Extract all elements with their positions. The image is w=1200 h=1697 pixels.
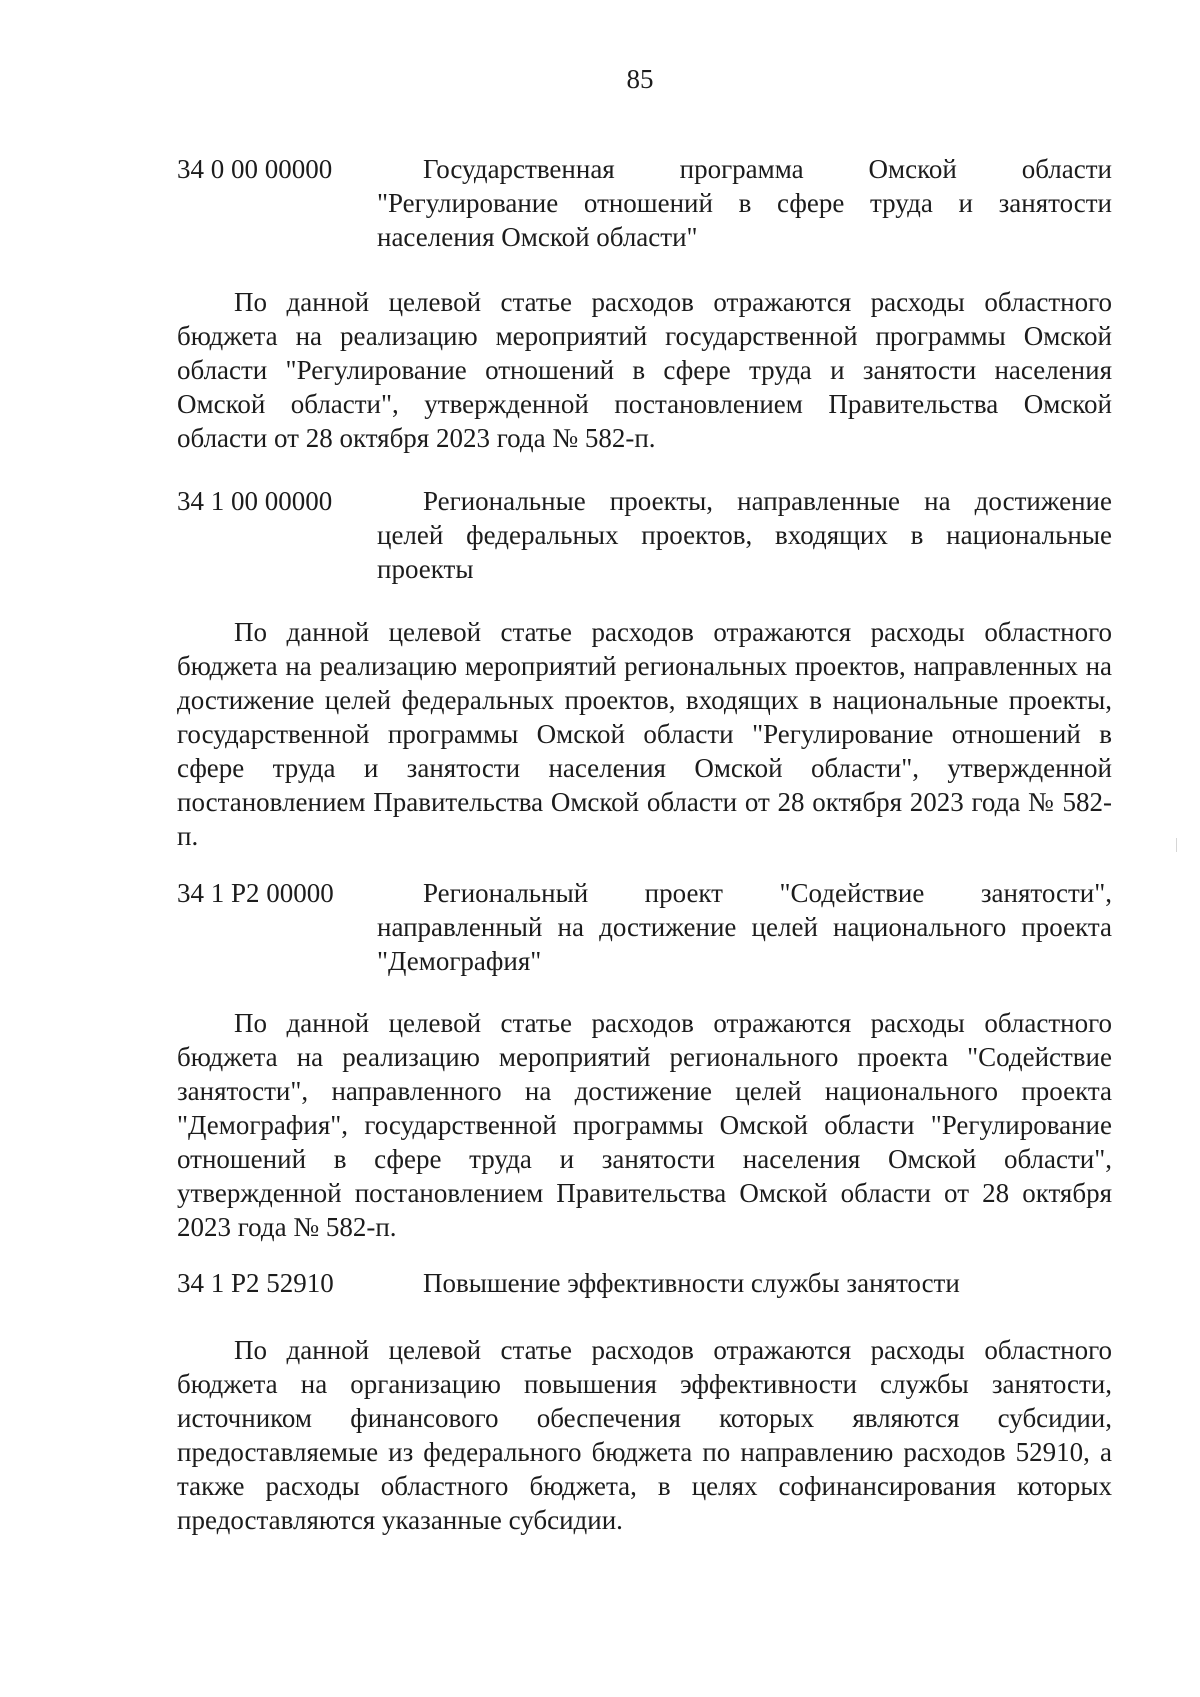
budget-code: 34 1 Р2 00000 [177, 878, 334, 908]
section-body [177, 1333, 1112, 1537]
section-heading [177, 152, 1112, 254]
section-title: Повышение эффективности службы занятости [423, 1268, 960, 1298]
budget-code: 34 1 00 00000 [177, 486, 333, 516]
section-paragraph: По данной целевой статье расходов отражаются расходы областного бюджета на реализацию мероприятий регионального проекта "Содействие занятости", направленного на достижение целей национального проекта "Демография", государственной программы Омской области "Регулирование отношений в сфере труда и занятости населения Омской области", утвержденной постановлением Правительства Омской области от 28 октября 2023 года № 582-п. [177, 1008, 1112, 1242]
section-title: Региональные проекты, направленные на достижение целей федеральных проектов, входящих в национальные проекты [377, 486, 1112, 584]
section-body [177, 285, 1112, 455]
section-body [177, 615, 1112, 853]
section-title: Государственная программа Омской области "Регулирование отношений в сфере труда и занятости населения Омской области" [377, 154, 1112, 252]
budget-code: 34 0 00 00000 [177, 154, 333, 184]
section-body [177, 1006, 1112, 1244]
section-paragraph: По данной целевой статье расходов отражаются расходы областного бюджета на реализацию мероприятий государственной программы Омской области "Регулирование отношений в сфере труда и занятости населения Омской области", утвержденной постановлением Правительства Омской области от 28 октября 2023 года № 582-п. [177, 287, 1112, 453]
section-paragraph: По данной целевой статье расходов отражаются расходы областного бюджета на организацию повышения эффективности службы занятости, источником финансового обеспечения которых являются субсидии, предоставляемые из федерального бюджета по направлению расходов 52910, а также расходы областного бюджета, в целях софинансирования которых предоставляются указанные субсидии. [177, 1335, 1112, 1535]
section-heading [177, 1266, 1112, 1300]
section-heading [177, 484, 1112, 586]
budget-code: 34 1 Р2 52910 [177, 1268, 334, 1298]
section-paragraph: По данной целевой статье расходов отражаются расходы областного бюджета на реализацию мероприятий региональных проектов, направленных на достижение целей федеральных проектов, входящих в национальные проекты, государственной программы Омской области "Регулирование отношений в сфере труда и занятости населения Омской области", утвержденной постановлением Правительства Омской области от 28 октября 2023 года № 582-п. [177, 617, 1112, 851]
section-title: Региональный проект "Содействие занятости", направленный на достижение целей национального проекта "Демография" [377, 878, 1112, 976]
page-number: 85 [626, 64, 654, 94]
scan-artifact [1176, 838, 1177, 852]
section-heading [177, 876, 1112, 978]
